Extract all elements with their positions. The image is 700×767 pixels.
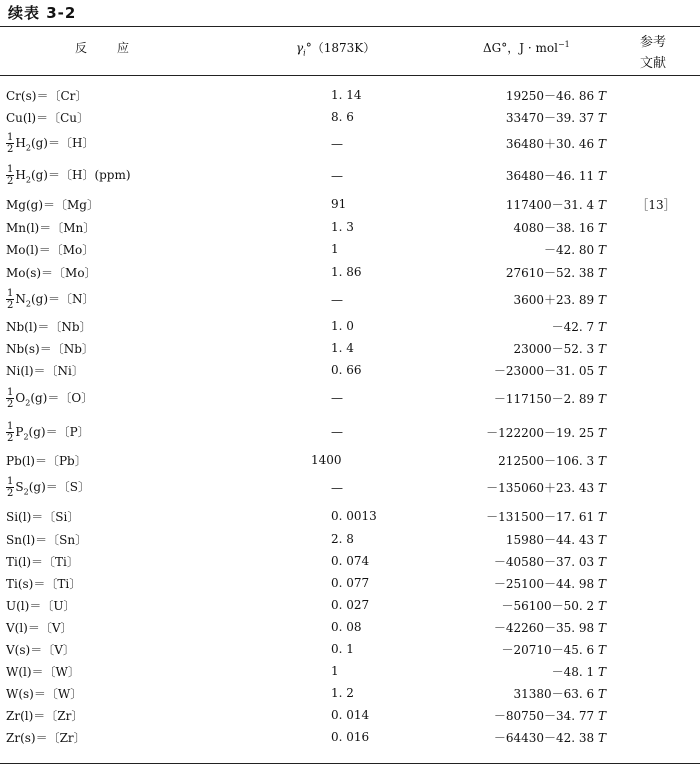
gamma-cell [291,159,481,192]
delta-g-value: －42. 80 [543,242,595,257]
header-reaction: 反 应 [75,41,132,55]
fraction-numerator: 1 [7,386,14,398]
gamma-cell [291,726,481,748]
gamma-value: 91 [331,197,347,211]
temperature-symbol: T [597,425,606,440]
fraction-numerator: 1 [7,420,14,432]
reaction-text: W(s)＝〔W〕 [6,686,83,701]
species-subscript: 2 [25,143,31,153]
delta-g-value: －42260－35. 98 [493,620,595,635]
gamma-cell [291,106,481,128]
half-fraction [6,288,14,311]
reaction-cell [0,660,291,682]
gamma-superscript: ° [305,41,312,55]
reaction-text: Pb(l)＝〔Pb〕 [6,453,87,468]
data-table [0,84,700,748]
delta-g-value: －122200－19. 25 [486,425,595,440]
species: N [15,292,26,306]
reference-cell [606,550,700,572]
gamma-value: 0. 027 [331,598,370,612]
table-row [0,192,700,216]
reference-cell [606,284,700,315]
gamma-value: — [331,292,343,307]
delta-g-cell [481,504,606,528]
delta-g-value: －42. 7 [551,319,595,334]
delta-g-cell [481,337,606,359]
delta-g-value: －135060＋23. 43 [486,481,595,495]
reaction-cell [0,594,291,616]
gamma-value: 1. 86 [331,265,362,279]
reference-cell [606,638,700,660]
fraction-denominator: 2 [7,300,14,311]
delta-g-value: －64430－42. 38 [493,730,595,745]
table-row [0,572,700,594]
delta-g-value: －56100－50. 2 [501,598,595,613]
reaction-cell [0,682,291,704]
reaction-cell [0,284,291,315]
reaction-text: V(l)＝〔V〕 [6,620,73,635]
reference-cell [606,415,700,449]
table-row [0,359,700,381]
delta-g-cell [481,616,606,638]
gamma-value: 0. 1 [331,642,354,656]
gamma-cell [291,238,481,260]
gamma-temperature: （1873K） [311,41,376,55]
delta-g-cell [481,528,606,550]
reaction-rest: (g)＝〔H〕(ppm) [30,168,131,182]
table-row [0,84,700,106]
gamma-cell [291,337,481,359]
reference-cell [606,504,700,528]
temperature-symbol: T [597,137,606,151]
reaction-text: Mo(l)＝〔Mo〕 [6,242,95,257]
gamma-value: 0. 016 [331,730,370,744]
delta-g-cell [481,192,606,216]
half-fraction [6,476,14,499]
reaction-text: Mg(g)＝〔Mg〕 [6,197,99,212]
gamma-cell [291,616,481,638]
delta-g-cell [481,550,606,572]
table-row [0,504,700,528]
reaction-rest: (g)＝〔O〕 [30,390,94,405]
fraction-numerator: 1 [7,476,14,487]
half-fraction [6,421,14,444]
species-subscript: 2 [25,299,31,309]
temperature-symbol: T [597,708,606,723]
temperature-symbol: T [597,220,606,235]
species-subscript: 2 [25,397,31,407]
gamma-cell [291,660,481,682]
temperature-symbol: T [597,319,606,334]
reaction-cell [0,337,291,359]
table-row [0,550,700,572]
gamma-value: 8. 6 [331,110,354,124]
table-row [0,216,700,238]
reaction-text: Zr(l)＝〔Zr〕 [6,708,84,723]
reaction-text: Sn(l)＝〔Sn〕 [6,532,88,547]
delta-g-value: 117400－31. 4 [505,197,595,212]
bottom-rule [0,763,700,764]
table-row [0,471,700,504]
delta-g-value: －25100－44. 98 [493,576,595,591]
gamma-symbol: γ [296,41,304,55]
top-rule [0,26,700,27]
reaction-cell [0,726,291,748]
reaction-cell [0,638,291,660]
table-row [0,381,700,415]
reaction-rest: (g)＝〔P〕 [28,424,90,439]
reaction-text: Zr(s)＝〔Zr〕 [6,730,86,745]
fraction-denominator: 2 [7,488,14,499]
reference-cell [606,471,700,504]
table-row [0,415,700,449]
reaction-text: U(l)＝〔U〕 [6,598,76,613]
reaction-cell [0,415,291,449]
reference-cell [606,381,700,415]
reaction-text: Mo(s)＝〔Mo〕 [6,265,97,280]
reference-cell [606,216,700,238]
delta-g-value: －20710－45. 6 [501,642,595,657]
reference-cell [606,726,700,748]
delta-g-value: 212500－106. 3 [498,453,595,468]
reaction-text: W(l)＝〔W〕 [6,664,80,679]
header-ref-line1: 参考 [640,35,667,50]
fraction-denominator: 2 [7,398,14,410]
delta-g-cell [481,216,606,238]
temperature-symbol: T [597,197,606,212]
delta-g-cell [481,238,606,260]
gamma-value: 1. 14 [331,88,362,102]
reaction-cell [0,106,291,128]
species: S [15,480,24,494]
table-row [0,238,700,260]
reaction-cell [0,381,291,415]
gamma-value: 1400 [311,453,342,467]
reaction-rest: (g)＝〔N〕 [30,292,95,306]
reaction-cell [0,216,291,238]
delta-g-value: 31380－63. 6 [513,686,595,701]
table-title: 续表 3-2 [8,4,77,22]
fraction-numerator: 1 [7,164,14,175]
fraction-denominator: 2 [7,144,14,155]
gamma-cell [291,359,481,381]
reference-value: ［13］ [636,197,676,212]
gamma-value: 1. 4 [331,341,354,355]
reaction-text: V(s)＝〔V〕 [6,642,75,657]
reference-cell [606,315,700,337]
table-row [0,260,700,284]
gamma-cell [291,415,481,449]
reference-cell [606,572,700,594]
reference-cell [606,192,700,216]
gamma-value: 2. 8 [331,532,354,546]
delta-g-value: 15980－44. 43 [505,532,595,547]
delta-g-value: －80750－34. 77 [493,708,595,723]
gamma-value: — [331,425,343,439]
fraction-numerator: 1 [7,132,14,143]
delta-g-label: ΔG°，J · mol [483,41,558,55]
species-subscript: 2 [25,175,31,185]
gamma-cell [291,550,481,572]
delta-g-cell [481,359,606,381]
half-fraction [6,164,14,187]
reaction-cell [0,260,291,284]
gamma-cell [291,381,481,415]
temperature-symbol: T [597,620,606,635]
gamma-cell [291,471,481,504]
reaction-text: Ti(l)＝〔Ti〕 [6,554,79,569]
delta-g-value: 33470－39. 37 [505,110,595,125]
reference-cell [606,682,700,704]
delta-g-cell [481,415,606,449]
species-subscript: 2 [23,431,29,441]
delta-g-value: －131500－17. 61 [486,509,595,524]
gamma-value: 1. 3 [331,220,354,234]
reaction-cell [0,550,291,572]
delta-g-cell [481,638,606,660]
reaction-text: Cr(s)＝〔Cr〕 [6,88,88,103]
gamma-value: 1 [331,242,339,256]
delta-g-cell [481,660,606,682]
reaction-text: Nb(l)＝〔Nb〕 [6,319,92,334]
temperature-symbol: T [597,642,606,657]
temperature-symbol: T [597,293,606,307]
temperature-symbol: T [597,341,606,356]
delta-g-cell [481,704,606,726]
fraction-denominator: 2 [7,432,14,444]
table-row [0,337,700,359]
fraction-denominator: 2 [7,176,14,187]
delta-g-cell [481,159,606,192]
reference-cell [606,528,700,550]
delta-g-cell [481,682,606,704]
reference-cell [606,128,700,159]
gamma-cell [291,572,481,594]
species: P [15,424,24,439]
fraction-numerator: 1 [7,288,14,299]
delta-g-cell [481,471,606,504]
table-row [0,128,700,159]
delta-g-value: 23000－52. 3 [513,341,595,356]
gamma-value: 0. 66 [331,363,362,377]
reaction-cell [0,449,291,471]
reaction-cell [0,359,291,381]
reference-cell [606,238,700,260]
gamma-value: 1. 2 [331,686,354,700]
delta-g-value: 36480－46. 11 [505,169,595,183]
reference-cell [606,159,700,192]
temperature-symbol: T [597,509,606,524]
table-row [0,528,700,550]
species-subscript: 2 [23,487,29,497]
temperature-symbol: T [597,686,606,701]
table-row [0,594,700,616]
delta-g-cell [481,449,606,471]
header-delta-g [483,39,570,56]
reference-cell [606,84,700,106]
temperature-symbol: T [597,598,606,613]
species: H [15,136,26,150]
reference-cell [606,660,700,682]
gamma-value: 0. 074 [331,554,370,568]
reaction-cell [0,192,291,216]
table-row [0,638,700,660]
delta-g-cell [481,106,606,128]
reaction-text: Ni(l)＝〔Ni〕 [6,363,84,378]
temperature-symbol: T [597,88,606,103]
temperature-symbol: T [597,453,606,468]
table-row [0,106,700,128]
delta-g-value: －48. 1 [551,664,595,679]
delta-g-cell [481,726,606,748]
table-row [0,315,700,337]
reaction-cell [0,572,291,594]
reaction-cell [0,84,291,106]
gamma-value: — [331,391,343,405]
gamma-cell [291,128,481,159]
header-gamma [296,39,375,57]
data-table-body [0,84,700,748]
temperature-symbol: T [597,242,606,257]
table-row [0,726,700,748]
species: O [15,390,26,405]
delta-g-cell [481,84,606,106]
reaction-cell [0,504,291,528]
gamma-cell [291,638,481,660]
temperature-symbol: T [597,481,606,495]
reaction-cell [0,528,291,550]
table-row [0,449,700,471]
table-row [0,682,700,704]
gamma-cell [291,704,481,726]
reaction-cell [0,238,291,260]
reaction-cell [0,315,291,337]
delta-g-value: 27610－52. 38 [505,265,595,280]
table-row [0,284,700,315]
reaction-text: Mn(l)＝〔Mn〕 [6,220,96,235]
gamma-value: 0. 077 [331,576,370,590]
reference-cell [606,616,700,638]
reference-cell [606,260,700,284]
temperature-symbol: T [597,576,606,591]
gamma-value: 0. 014 [331,708,370,722]
reaction-rest: (g)＝〔S〕 [28,480,90,494]
temperature-symbol: T [597,265,606,280]
species: H [15,168,26,182]
reference-cell [606,106,700,128]
delta-g-cell [481,572,606,594]
header-ref-line2: 文献 [640,56,667,71]
gamma-value: 0. 0013 [331,509,377,523]
delta-g-value: －23000－31. 05 [493,363,595,378]
reference-cell [606,594,700,616]
gamma-value: 1 [331,664,339,678]
temperature-symbol: T [597,554,606,569]
reaction-cell [0,128,291,159]
gamma-cell [291,192,481,216]
reference-cell [606,359,700,381]
reaction-text: Cu(l)＝〔Cu〕 [6,110,90,125]
gamma-cell [291,315,481,337]
temperature-symbol: T [597,169,606,183]
header-rule [0,75,700,76]
delta-g-value: 4080－38. 16 [513,220,595,235]
table-row [0,660,700,682]
reaction-text: Nb(s)＝〔Nb〕 [6,341,94,356]
table-row [0,159,700,192]
temperature-symbol: T [597,532,606,547]
temperature-symbol: T [597,730,606,745]
gamma-value: — [331,136,343,151]
gamma-cell [291,260,481,284]
delta-g-cell [481,315,606,337]
gamma-cell [291,449,481,471]
gamma-cell [291,682,481,704]
temperature-symbol: T [597,664,606,679]
gamma-cell [291,528,481,550]
gamma-subscript: i [303,48,306,58]
delta-g-cell [481,260,606,284]
delta-g-cell [481,284,606,315]
reaction-cell [0,159,291,192]
temperature-symbol: T [597,110,606,125]
reaction-text: Ti(s)＝〔Ti〕 [6,576,82,591]
temperature-symbol: T [597,363,606,378]
table-row [0,704,700,726]
reaction-rest: (g)＝〔H〕 [30,136,95,150]
gamma-value: 1. 0 [331,319,354,333]
half-fraction [6,387,14,410]
gamma-cell [291,504,481,528]
delta-g-cell [481,381,606,415]
half-fraction [6,132,14,155]
reaction-text: Si(l)＝〔Si〕 [6,509,80,524]
delta-g-value: 19250－46. 86 [505,88,595,103]
delta-g-cell [481,594,606,616]
reference-cell [606,449,700,471]
reaction-cell [0,616,291,638]
delta-g-value: 3600＋23. 89 [513,293,595,307]
gamma-cell [291,84,481,106]
delta-g-value: －117150－2. 89 [493,391,595,406]
reaction-cell [0,471,291,504]
delta-g-cell [481,128,606,159]
table-row [0,616,700,638]
gamma-cell [291,284,481,315]
gamma-value: — [331,480,343,495]
delta-g-exponent: −1 [557,40,570,49]
gamma-value: 0. 08 [331,620,362,634]
delta-g-value: 36480＋30. 46 [505,137,595,151]
reaction-cell [0,704,291,726]
gamma-value: — [331,168,343,183]
reference-cell [606,337,700,359]
temperature-symbol: T [597,391,606,406]
delta-g-value: －40580－37. 03 [493,554,595,569]
reference-cell [606,704,700,726]
gamma-cell [291,594,481,616]
gamma-cell [291,216,481,238]
